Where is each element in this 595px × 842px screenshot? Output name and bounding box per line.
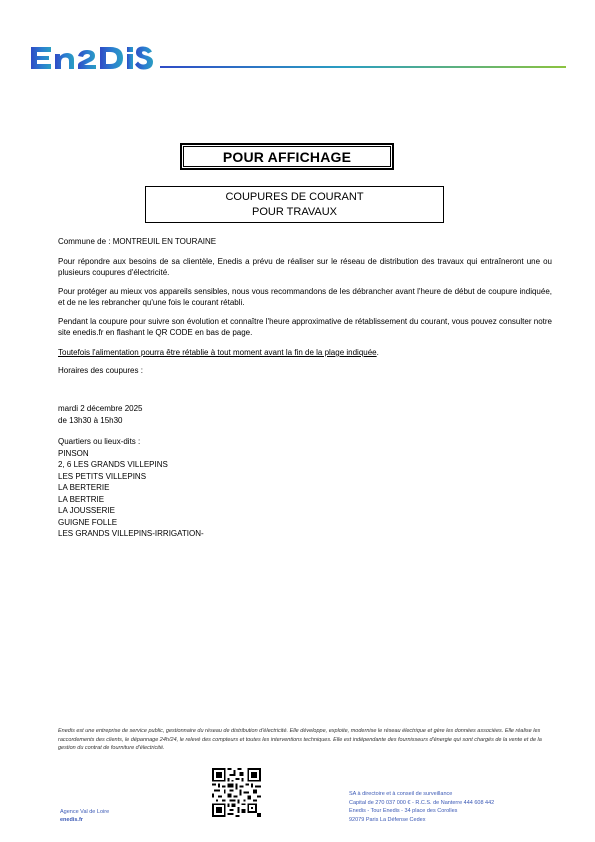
subtitle-line-2: POUR TRAVAUX xyxy=(252,205,337,218)
schedule-time: de 13h30 à 15h30 xyxy=(58,415,123,425)
qr-code[interactable] xyxy=(212,768,261,817)
place-item: PINSON xyxy=(58,448,89,458)
place-item: LES PETITS VILLEPINS xyxy=(58,471,147,481)
place-item: LA BERTRIE xyxy=(58,494,105,504)
commune-line: Commune de : MONTREUIL EN TOURAINE xyxy=(58,237,217,246)
paragraph-follow: Pendant la coupure pour suivre son évolution et connaître l'heure approximative de rétablissement du courant, vous pouvez consulter notre site enedis.fr en flashant le QR CODE en bas de page. xyxy=(58,317,552,337)
place-item: 2, 6 LES GRANDS VILLEPINS xyxy=(58,460,168,469)
places-block xyxy=(58,436,552,540)
corporate-info xyxy=(349,790,494,824)
schedule-heading: Horaires des coupures : xyxy=(58,366,143,375)
legal-notice: Enedis est une entreprise de service public, gestionnaire du réseau de distribution d'électricité. Elle développe, exploite, modernise le réseau électrique et gère les données associées. Elle réalise les raccordements des clients, le dépannage 24h/24, le relevé des compteurs et toutes les interventions techniques. Elle est indépendante des fournisseurs d'énergie qui sont chargés de la vente et de la gestion du contrat de fourniture d'électricité. xyxy=(58,728,542,751)
places-heading: Quartiers ou lieux-dits : xyxy=(58,437,141,446)
corp-line-2: Capital de 270 037 000 € - R.C.S. de Nanterre 444 608 442 xyxy=(349,799,495,806)
website-link[interactable]: enedis.fr xyxy=(60,817,83,823)
place-item: LA JOUSSERIE xyxy=(58,506,115,515)
place-item: LA BERTERIE xyxy=(58,483,110,492)
subtitle-box xyxy=(145,186,444,223)
enedis-logo xyxy=(29,43,155,73)
paragraph-protect: Pour protéger au mieux vos appareils sensibles, nous vous recommandons de les débrancher avant l'heure de début de coupure indiquée, et de ne les rebrancher qu'une fois le courant rétabli. xyxy=(58,287,552,307)
agency-name: Agence Val de Loire xyxy=(60,809,110,815)
corp-line-3: Enedis - Tour Enedis - 34 place des Corolles xyxy=(349,808,458,814)
restore-note-end: . xyxy=(376,348,379,357)
paragraph-needs: Pour répondre aux besoins de sa clientèle, Enedis a prévu de réaliser sur le réseau de distribution des travaux qui entraîneront une ou plusieurs coupures d'électricité. xyxy=(58,257,552,277)
agency-block xyxy=(60,808,109,824)
header-gradient-line xyxy=(160,66,566,68)
restore-note: Toutefois l'alimentation pourra être rétablie à tout moment avant la fin de la plage indiquée xyxy=(58,348,377,357)
paragraph-restore xyxy=(58,347,552,358)
schedule-block xyxy=(58,403,552,426)
place-item: GUIGNE FOLLE xyxy=(58,517,118,527)
title-box xyxy=(180,143,394,170)
place-item: LES GRANDS VILLEPINS-IRRIGATION- xyxy=(58,529,204,538)
corp-line-1: SA à directoire et à conseil de surveillance xyxy=(349,791,453,797)
corp-line-4: 92079 Paris La Défense Cedex xyxy=(349,816,426,823)
page-title: POUR AFFICHAGE xyxy=(222,148,352,165)
schedule-date: mardi 2 décembre 2025 xyxy=(58,404,143,413)
subtitle-line-1: COUPURES DE COURANT xyxy=(225,190,364,203)
